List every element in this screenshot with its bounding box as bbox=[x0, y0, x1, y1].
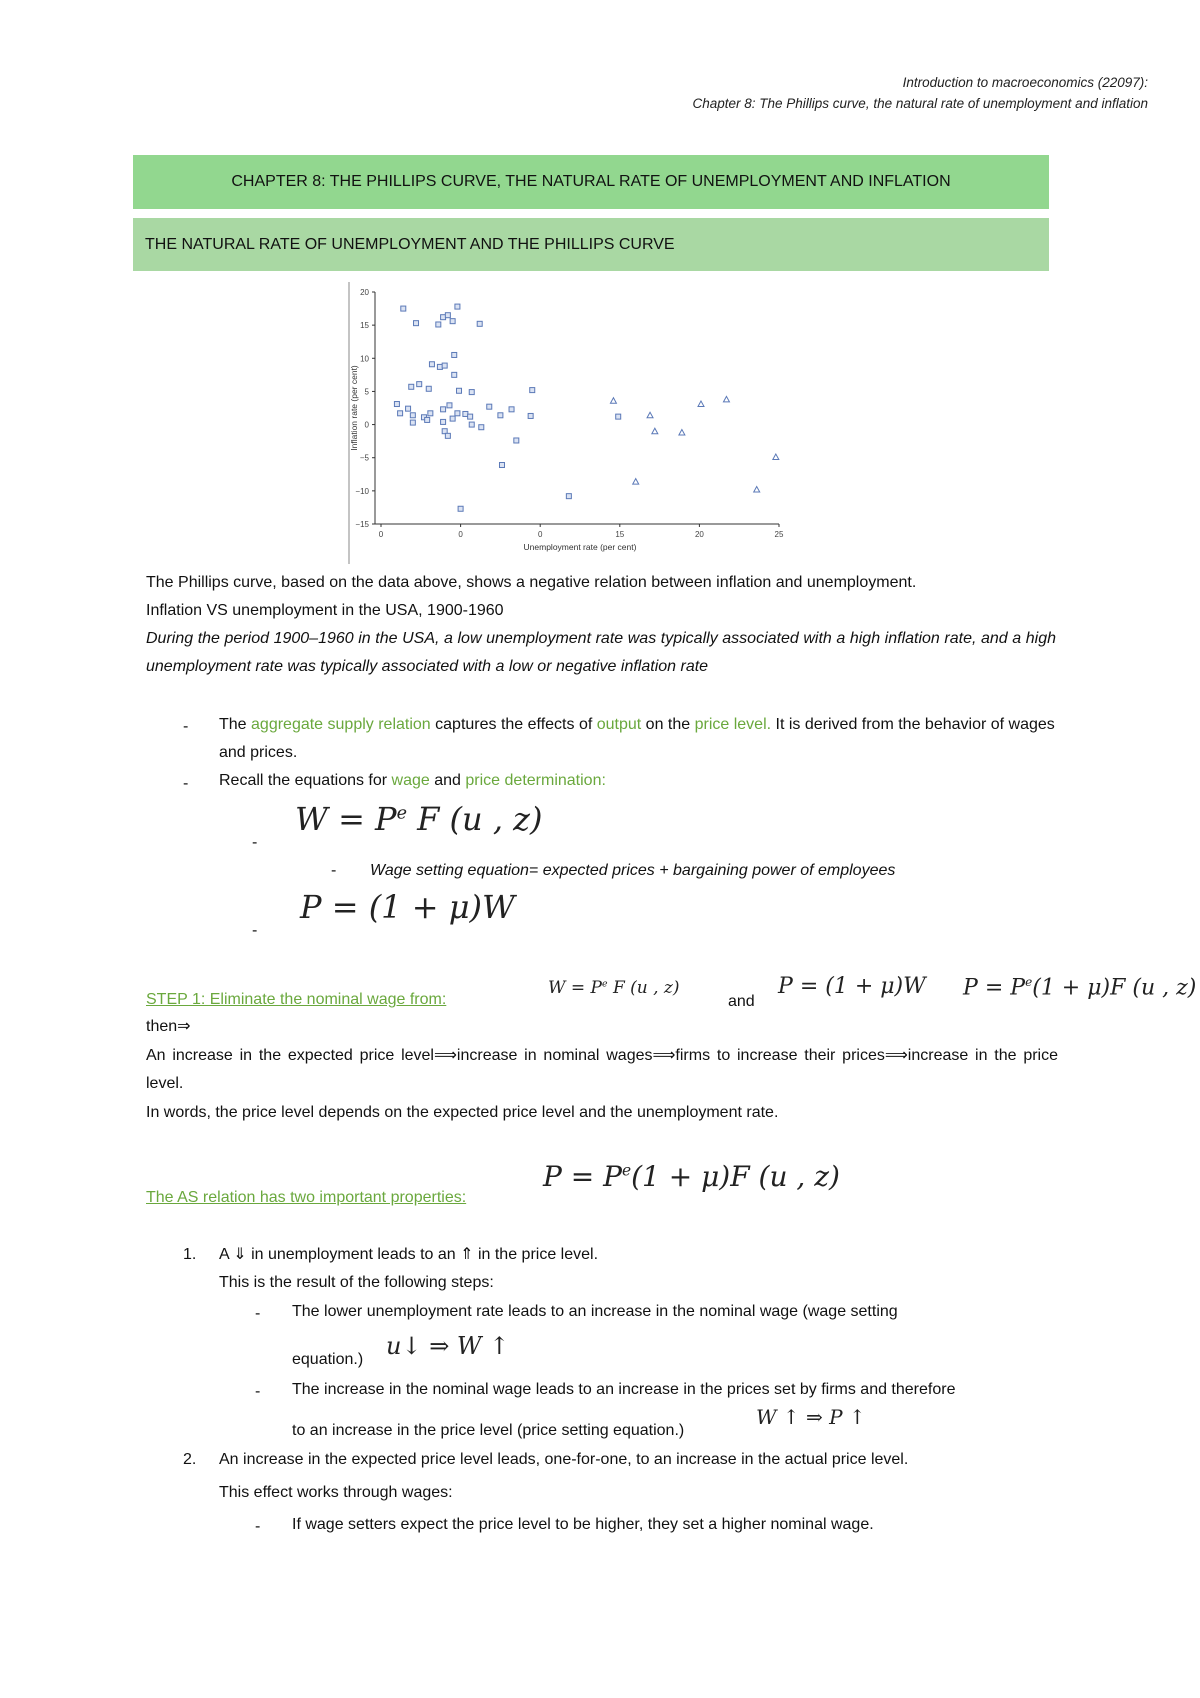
property-2-sub: This effect works through wages: bbox=[219, 1484, 453, 1501]
data-point-square bbox=[398, 411, 403, 416]
x-tick-label: 0 bbox=[378, 530, 384, 539]
chart-caption bbox=[146, 569, 1056, 681]
data-point-square bbox=[410, 420, 415, 425]
eq-one-plus-mu: (1 + μ) bbox=[631, 1160, 731, 1193]
data-point-square bbox=[441, 419, 446, 424]
x-tick-label: 20 bbox=[694, 530, 704, 539]
data-point-square bbox=[499, 463, 504, 468]
text-run: It is derived from the behavior of wages and prices. bbox=[219, 716, 1055, 761]
header-course: Introduction to macroeconomics (22097): bbox=[902, 75, 1148, 90]
data-point-square bbox=[417, 382, 422, 387]
data-point-square bbox=[616, 414, 621, 419]
x-axis-label: Unemployment rate (per cent) bbox=[523, 542, 637, 552]
eq-F: F (u , z) bbox=[1110, 975, 1197, 1001]
bullet-dash: - bbox=[252, 834, 258, 851]
text-run: captures the effects of bbox=[430, 716, 597, 733]
as-relation-equation bbox=[543, 1160, 840, 1193]
data-point-square bbox=[394, 402, 399, 407]
and-word: and bbox=[728, 993, 755, 1010]
eq-equals: = bbox=[570, 978, 586, 998]
data-point-square bbox=[528, 413, 533, 418]
data-point-square bbox=[479, 425, 484, 430]
data-point-square bbox=[468, 414, 473, 419]
property-1-step-1: The lower unemployment rate leads to an increase in the nominal wage (wage setting bbox=[292, 1303, 898, 1320]
data-point-square bbox=[450, 319, 455, 324]
price-setting-equation bbox=[300, 888, 515, 926]
x-tick-label: 25 bbox=[774, 530, 784, 539]
eq-equals: = bbox=[338, 800, 365, 838]
data-point-square bbox=[458, 506, 463, 511]
data-point-square bbox=[442, 363, 447, 368]
bullet-dash: - bbox=[331, 862, 337, 879]
then-line: then⇒ bbox=[146, 1018, 191, 1035]
eq-P: P bbox=[963, 975, 978, 1001]
eq-equals: = bbox=[570, 1160, 595, 1193]
data-point-square bbox=[426, 386, 431, 391]
eq-one-plus-mu: (1 + μ) bbox=[1032, 975, 1111, 1001]
property-1-step-2b: to an increase in the price level (price setting equation.) bbox=[292, 1422, 685, 1439]
data-point-square bbox=[406, 406, 411, 411]
text-run: on the bbox=[641, 716, 695, 733]
section-title: THE NATURAL RATE OF UNEMPLOYMENT AND THE PHILLIPS CURVE bbox=[133, 218, 1049, 271]
phillips-scatter-chart bbox=[333, 282, 793, 564]
small-price-equation bbox=[778, 974, 926, 999]
x-tick-label: 0 bbox=[458, 530, 463, 539]
step1-in-words: In words, the price level depends on the expected price level and the unemployment rate. bbox=[146, 1104, 779, 1121]
x-tick-label: 15 bbox=[615, 530, 625, 539]
eq-one-plus-mu: (1 + μ) bbox=[368, 888, 482, 926]
data-point-square bbox=[414, 321, 419, 326]
eq-W: W bbox=[481, 888, 515, 926]
term-price-level: price level. bbox=[694, 716, 772, 733]
y-tick-label: −15 bbox=[355, 520, 369, 529]
eq-one-plus-mu: (1 + μ) bbox=[825, 974, 904, 999]
property-2: An increase in the expected price level leads, one-for-one, to an increase in the actual price level. bbox=[219, 1451, 909, 1468]
eq-P: P bbox=[590, 978, 602, 998]
data-point-square bbox=[514, 438, 519, 443]
data-point-square bbox=[441, 315, 446, 320]
bullet-dash: - bbox=[183, 775, 189, 792]
data-point-square bbox=[410, 413, 415, 418]
data-point-triangle bbox=[647, 412, 653, 418]
y-axis-label: Inflation rate (per cent) bbox=[349, 365, 359, 451]
as-relation-label: The AS relation has two important properties: bbox=[146, 1189, 467, 1206]
bullet-as-relation bbox=[219, 711, 1059, 767]
eq-F: F (u , z) bbox=[417, 800, 543, 838]
y-tick-label: 0 bbox=[364, 420, 369, 430]
bullet-dash: - bbox=[183, 718, 189, 735]
data-point-square bbox=[401, 306, 406, 311]
eq-P: P bbox=[375, 800, 397, 838]
data-point-square bbox=[452, 372, 457, 377]
property-1-step-2: The increase in the nominal wage leads to an increase in the prices set by firms and therefore bbox=[292, 1381, 956, 1398]
y-tick-label: −10 bbox=[355, 486, 369, 496]
term-wage: wage bbox=[391, 772, 430, 789]
text-run: The bbox=[219, 716, 252, 733]
data-point-square bbox=[455, 411, 460, 416]
data-point-square bbox=[436, 322, 441, 327]
combined-equation bbox=[963, 975, 1196, 1000]
data-point-square bbox=[447, 403, 452, 408]
data-point-square bbox=[469, 422, 474, 427]
y-tick-label: 15 bbox=[360, 321, 369, 331]
data-point-square bbox=[437, 364, 442, 369]
arrow-w-up-p-up: W ↑ ⇒ P ↑ bbox=[756, 1405, 866, 1429]
data-point-square bbox=[441, 407, 446, 412]
arrow-u-down-w-up: u↓ ⇒ W ↑ bbox=[386, 1332, 510, 1360]
small-wage-equation bbox=[548, 978, 680, 998]
data-point-square bbox=[457, 388, 462, 393]
bullet-dash: - bbox=[255, 1383, 261, 1400]
data-point-square bbox=[452, 352, 457, 357]
step1-explanation: An increase in the expected price level⟹increase in nominal wages⟹firms to increase their prices⟹increase in the price level. bbox=[146, 1047, 1058, 1092]
data-point-triangle bbox=[754, 487, 760, 493]
data-point-square bbox=[450, 416, 455, 421]
data-point-square bbox=[409, 384, 414, 389]
text-run: and bbox=[429, 772, 466, 789]
list-number-1: 1. bbox=[183, 1246, 197, 1263]
eq-e: e bbox=[602, 978, 608, 990]
eq-W: W bbox=[903, 974, 926, 999]
text-run: : bbox=[601, 772, 606, 789]
data-point-triangle bbox=[698, 401, 704, 407]
property-1-step-1b: equation.) bbox=[292, 1351, 364, 1368]
bullet-dash: - bbox=[252, 922, 258, 939]
data-point-square bbox=[566, 494, 571, 499]
eq-equals: = bbox=[984, 975, 1004, 1001]
data-point-triangle bbox=[610, 398, 616, 404]
y-tick-label: 5 bbox=[364, 387, 369, 397]
data-point-square bbox=[469, 390, 474, 395]
caption-line-2: Inflation VS unemployment in the USA, 1900-1960 bbox=[146, 602, 504, 619]
header-chapter: Chapter 8: The Phillips curve, the natural rate of unemployment and inflation bbox=[692, 96, 1148, 111]
data-point-square bbox=[463, 411, 468, 416]
list-number-2: 2. bbox=[183, 1451, 197, 1468]
data-point-triangle bbox=[679, 430, 685, 436]
data-point-square bbox=[487, 404, 492, 409]
property-2-step-1: If wage setters expect the price level to be higher, they set a higher nominal wage. bbox=[292, 1516, 874, 1533]
data-point-triangle bbox=[773, 454, 779, 460]
eq-e: e bbox=[621, 1161, 632, 1180]
eq-P: P bbox=[603, 1160, 622, 1193]
data-point-triangle bbox=[652, 428, 658, 434]
data-point-square bbox=[455, 304, 460, 309]
data-point-square bbox=[429, 362, 434, 367]
eq-P: P bbox=[543, 1160, 562, 1193]
data-point-square bbox=[498, 413, 503, 418]
caption-line-1: The Phillips curve, based on the data above, shows a negative relation between inflation and unemployment. bbox=[146, 574, 917, 591]
step1-label: STEP 1: Eliminate the nominal wage from: bbox=[146, 991, 447, 1008]
wage-setting-equation bbox=[295, 800, 543, 838]
y-tick-label: 10 bbox=[360, 354, 369, 364]
data-point-square bbox=[530, 388, 535, 393]
eq-equals: = bbox=[331, 888, 359, 926]
wage-setting-note: Wage setting equation= expected prices + bargaining power of employees bbox=[370, 862, 896, 879]
eq-W: W bbox=[295, 800, 328, 838]
term-aggregate-supply: aggregate supply relation bbox=[251, 716, 431, 733]
chapter-title: CHAPTER 8: THE PHILLIPS CURVE, THE NATURAL RATE OF UNEMPLOYMENT AND INFLATION bbox=[133, 155, 1049, 209]
data-point-square bbox=[445, 313, 450, 318]
bullet-recall-equations bbox=[219, 767, 606, 795]
eq-F: F (u , z) bbox=[612, 978, 680, 998]
data-point-triangle bbox=[633, 479, 639, 485]
eq-F: F (u , z) bbox=[730, 1160, 840, 1193]
bullet-dash: - bbox=[255, 1518, 261, 1535]
data-point-triangle bbox=[723, 396, 729, 402]
eq-P: P bbox=[300, 888, 322, 926]
eq-e: e bbox=[396, 803, 407, 824]
eq-e: e bbox=[1025, 975, 1033, 989]
term-output: output bbox=[596, 716, 642, 733]
eq-P: P bbox=[1010, 975, 1026, 1001]
eq-W: W bbox=[548, 978, 566, 998]
running-header bbox=[692, 72, 1148, 114]
caption-italic: During the period 1900–1960 in the USA, a low unemployment rate was typically associated with a high inflation rate, and a high unemployment rate was typically associated with a low or negative inflation rate bbox=[146, 630, 1056, 675]
property-1: A ⇓ in unemployment leads to an ⇑ in the price level. bbox=[219, 1246, 599, 1263]
data-point-square bbox=[428, 411, 433, 416]
data-point-square bbox=[445, 433, 450, 438]
bullet-dash: - bbox=[255, 1305, 261, 1322]
property-1-sub: This is the result of the following steps: bbox=[219, 1274, 494, 1291]
eq-equals: = bbox=[799, 974, 819, 999]
data-point-square bbox=[477, 321, 482, 326]
data-point-square bbox=[425, 417, 430, 422]
term-price-determination: price determination bbox=[465, 772, 602, 789]
eq-P: P bbox=[778, 974, 793, 999]
y-tick-label: −5 bbox=[359, 453, 369, 463]
y-tick-label: 20 bbox=[360, 288, 369, 297]
x-tick-label: 0 bbox=[537, 530, 543, 539]
data-point-square bbox=[509, 407, 514, 412]
text-run: Recall the equations for bbox=[219, 772, 392, 789]
